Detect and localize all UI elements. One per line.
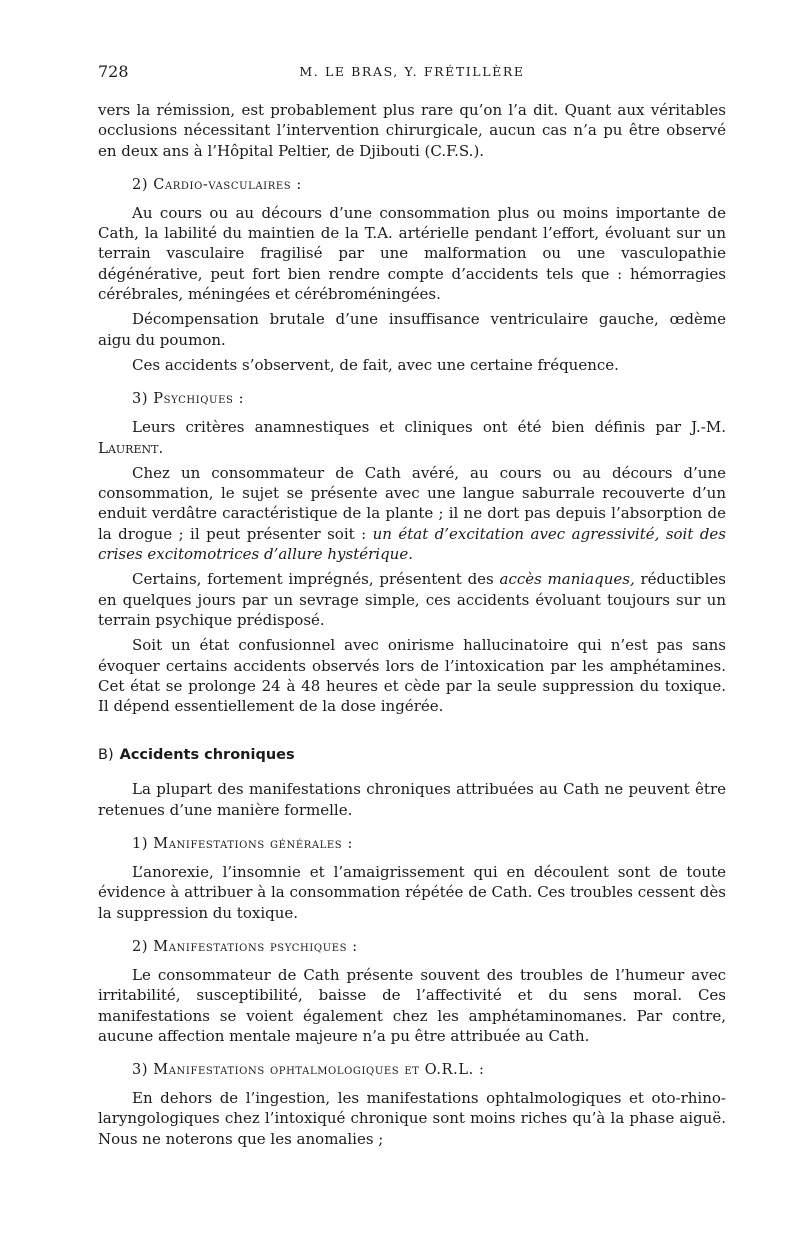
italic-text: accès maniaques, bbox=[499, 570, 635, 589]
heading-manifestations-psychiques: 2) Manifestations psychiques : bbox=[132, 938, 358, 955]
paragraph: Décompensation brutale d’une insuffisance ventriculaire gauche, œdème aigu du poumon. bbox=[98, 310, 726, 349]
author-name: Laurent. bbox=[98, 438, 164, 457]
section-label: B) bbox=[98, 747, 114, 764]
text-run: Certains, fortement imprégnés, présentent des bbox=[132, 570, 494, 589]
section-title: Accidents chroniques bbox=[119, 747, 295, 764]
intro-paragraph: vers la rémission, est probablement plus rare qu’on l’a dit. Quant aux véritables occlusions nécessitant l’intervention chirurgicale, aucun cas n’a pu être observé en deux ans à l’Hôpital Peltier, de Djibouti (C.F.S.). bbox=[98, 101, 726, 160]
text-run: Chez un consommateur de Cath avéré, au cours ou au décours d’une consommation, le sujet se présente avec une langue saburrale recouverte d’un enduit verdâtre caractéristique de la plante ; il ne dort pas depuis l’absorption de la drogue ; il peut présenter soit : bbox=[98, 463, 726, 543]
article-body bbox=[98, 100, 726, 1149]
paragraph: En dehors de l’ingestion, les manifestations ophtalmologiques et oto-rhino-laryngologiques chez l’intoxiqué chronique sont moins riches qu’à la phase aiguë. Nous ne noterons que les anomalies ; bbox=[98, 1089, 726, 1148]
paragraph: L’anorexie, l’insomnie et l’amaigrissement qui en découlent sont de toute évidence à attribuer à la consommation répétée de Cath. Ces troubles cessent dès la suppression du toxique. bbox=[98, 863, 726, 922]
paragraph bbox=[98, 463, 726, 564]
text-run: réductibles en quelques jours par un sevrage simple, ces accidents évoluant toujours sur un terrain psychique prédisposé. bbox=[98, 570, 726, 629]
heading-psychiques: 3) Psychiques : bbox=[132, 391, 245, 408]
heading-manifestations-generales: 1) Manifestations générales : bbox=[132, 836, 353, 853]
running-head: M. LE BRAS, Y. FRÉTILLÈRE bbox=[299, 64, 525, 79]
paragraph: Le consommateur de Cath présente souvent des troubles de l’humeur avec irritabilité, susceptibilité, baisse de l’affectivité et du sens moral. Ces manifestations se voient également chez les amphétaminomanes. Par contre, aucune affection mentale majeure n’a pu être attribuée au Cath. bbox=[98, 965, 726, 1045]
page-header bbox=[98, 62, 726, 86]
paragraph: La plupart des manifestations chroniques attribuées au Cath ne peuvent être retenues d’une manière formelle. bbox=[98, 780, 726, 819]
paragraph: Soit un état confusionnel avec onirisme hallucinatoire qui n’est pas sans évoquer certains accidents observés lors de l’intoxication par les amphétamines. Cet état se prolonge 24 à 48 heures et cède par la seule suppression du toxique. Il dépend essentiellement de la dose ingérée. bbox=[98, 636, 726, 716]
section-heading-chronic bbox=[98, 747, 726, 763]
text-run: Leurs critères anamnestiques et cliniques ont été bien définis par J.-M. bbox=[132, 418, 726, 437]
paragraph: Au cours ou au décours d’une consommation plus ou moins importante de Cath, la labilité du maintien de la T.A. artérielle pendant l’effort, évoluant sur un terrain vasculaire fragilisé par une malformation ou une vasculopathie dégénérative, peut fort bien rendre compte d’accidents tels que : hémorragies cérébrales, méningées et cérébroméningées. bbox=[98, 203, 726, 304]
page-number: 728 bbox=[98, 62, 129, 81]
paragraph bbox=[98, 417, 726, 458]
italic-text: un état d’excitation avec agressivité, soit des crises excitomotrices d’allure hystérique. bbox=[98, 524, 726, 564]
heading-manifestations-orl: 3) Manifestations ophtalmologiques et O.R.L. : bbox=[132, 1062, 485, 1079]
paragraph bbox=[98, 569, 726, 630]
paragraph: Ces accidents s’observent, de fait, avec une certaine fréquence. bbox=[132, 355, 619, 374]
heading-cardio-vasculaires: 2) Cardio-vasculaires : bbox=[132, 176, 302, 193]
